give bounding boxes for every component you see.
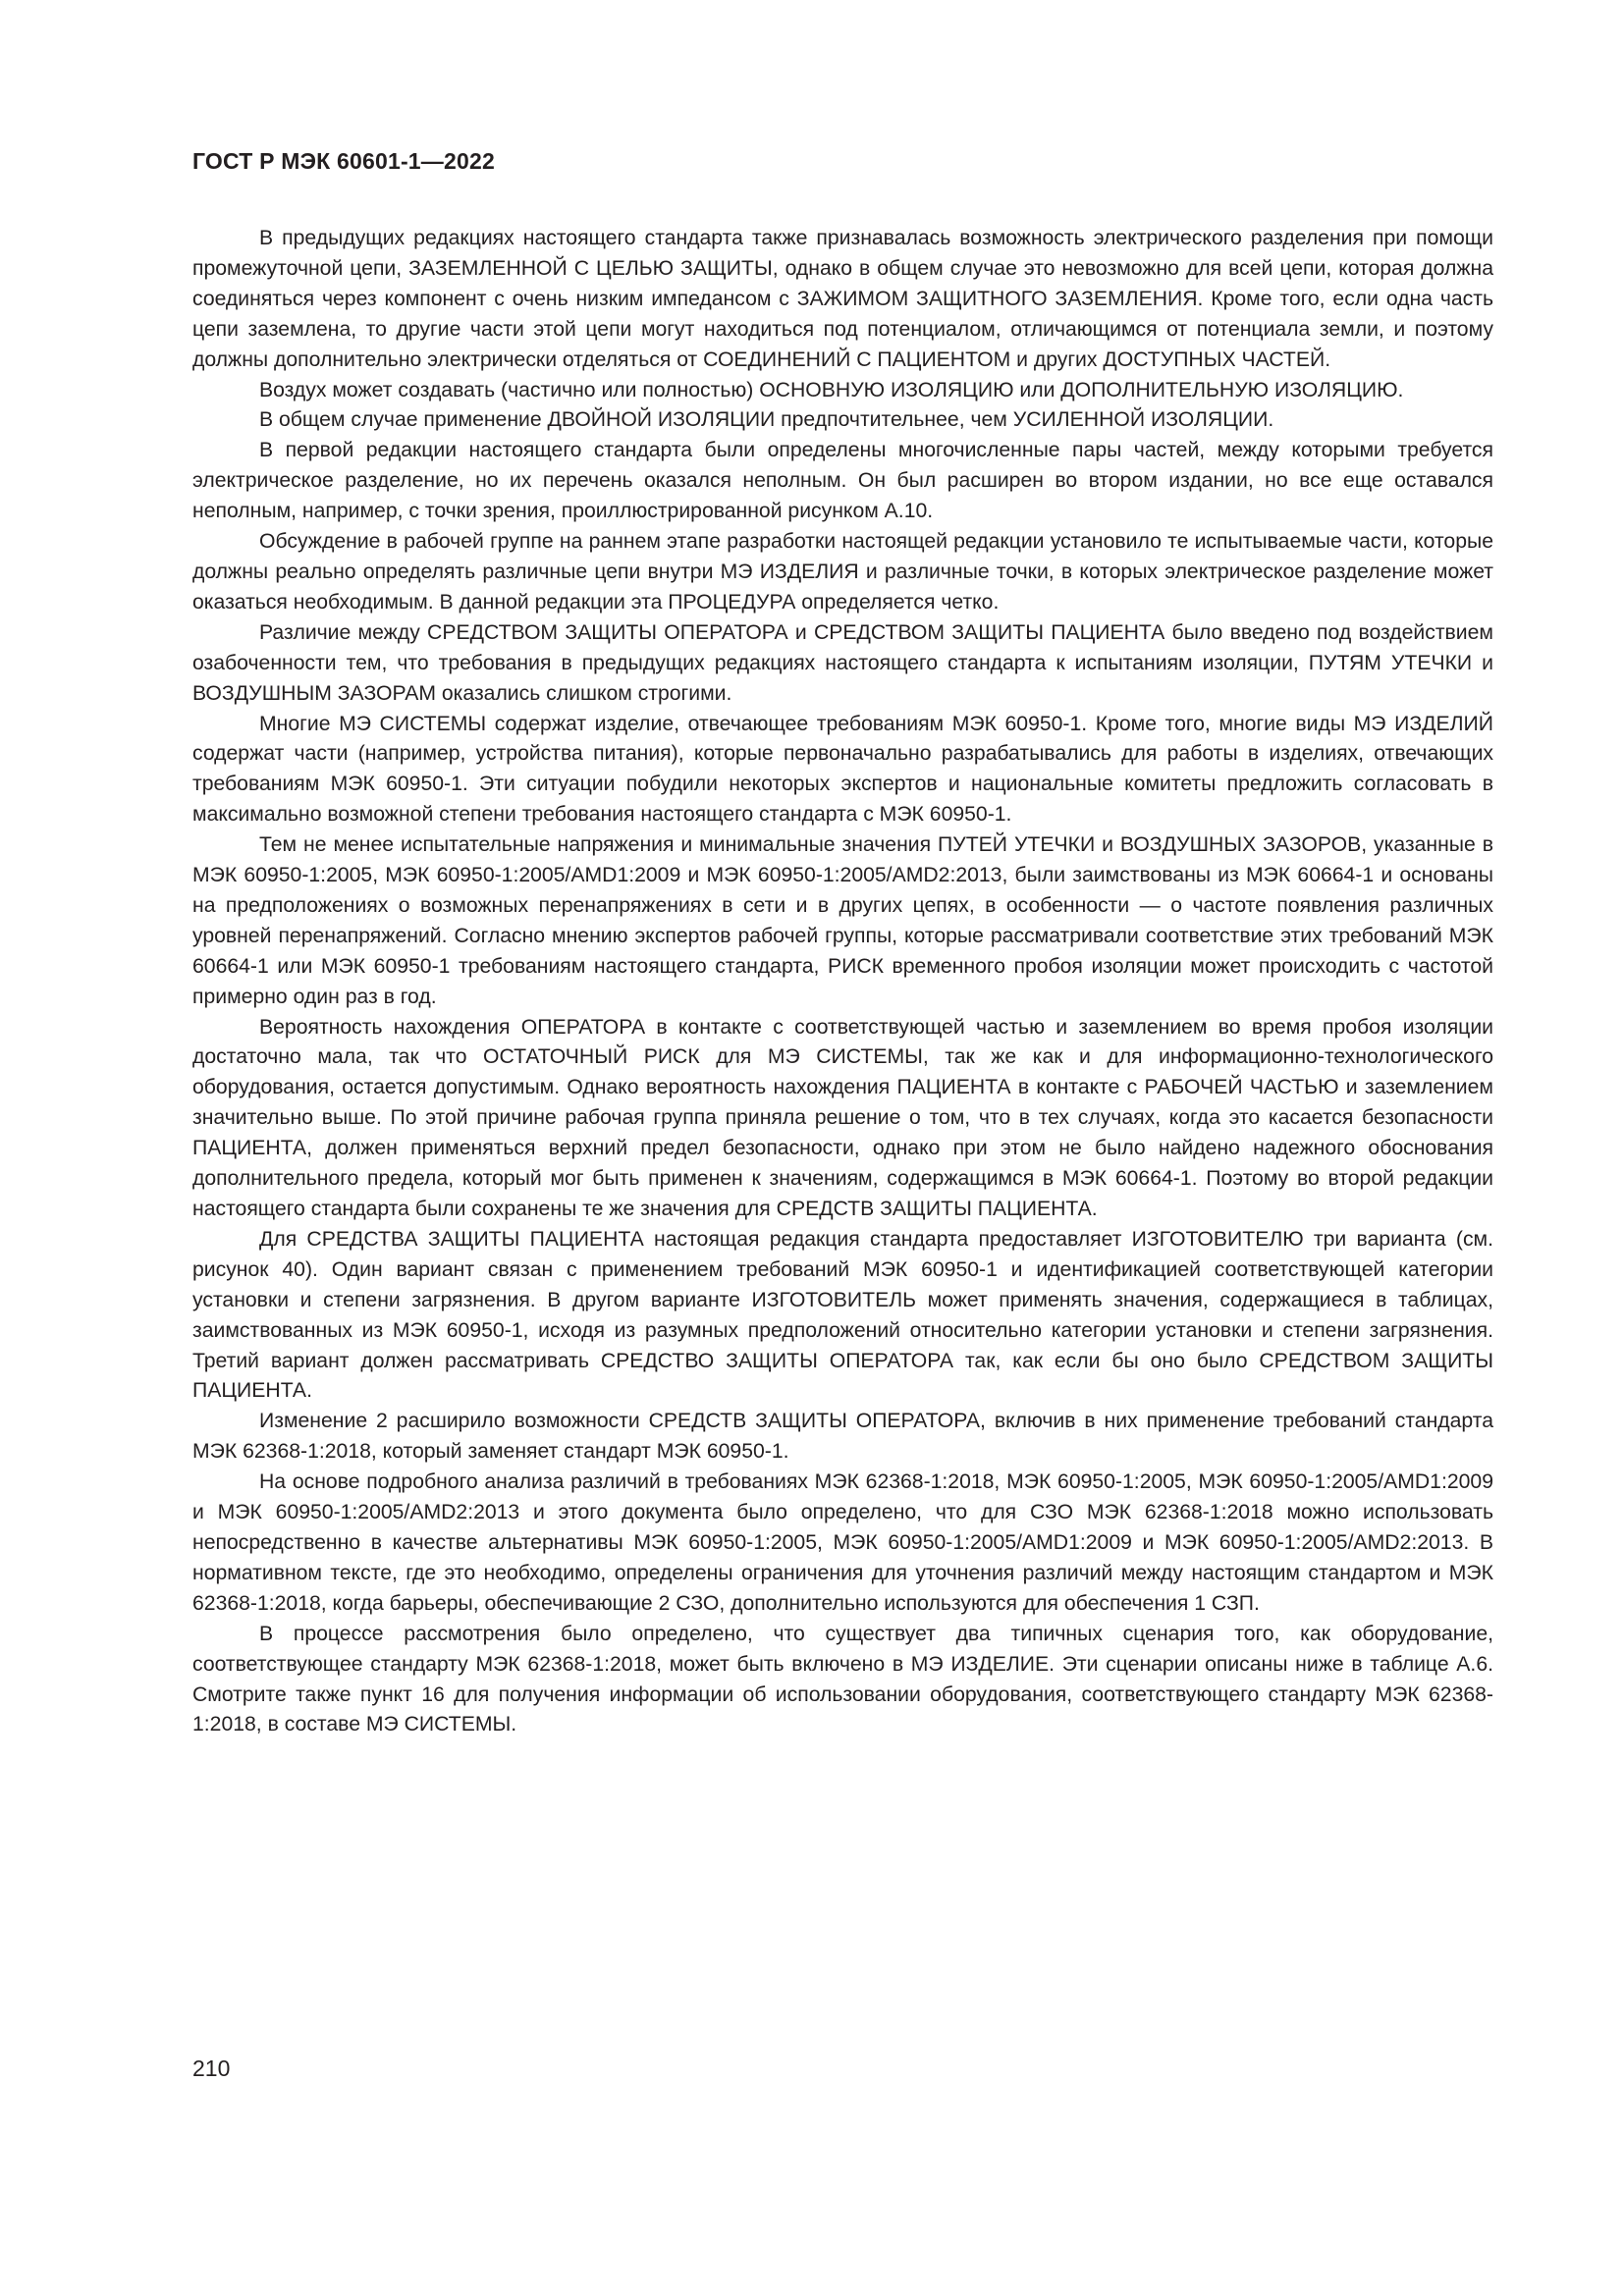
paragraph: В процессе рассмотрения было определено, что существует два типичных сценария того, как оборудование, соответствующее стандарту МЭК 62368-1:2018, может быть включено в МЭ ИЗДЕЛИЕ. Эти сценарии описаны ниже в таблице А.6. Смотрите также пункт 16 для получения информации об использовании оборудования, соответствующего стандарту МЭК 62368-1:2018, в составе МЭ СИСТЕМЫ.: [192, 1622, 1493, 1736]
document-body: [192, 224, 1493, 1740]
document-header: ГОСТ Р МЭК 60601-1—2022: [192, 148, 495, 174]
paragraph: В первой редакции настоящего стандарта были определены многочисленные пары частей, между которыми требуется электрическое разделение, но их перечень оказался неполным. Он был расширен во втором издании, но все еще оставался неполным, например, с точки зрения, проиллюстрированной рисунком А.10.: [192, 439, 1493, 523]
paragraph: Тем не менее испытательные напряжения и минимальные значения ПУТЕЙ УТЕЧКИ и ВОЗДУШНЫХ ЗАЗОРОВ, указанные в МЭК 60950-1:2005, МЭК 60950-1:2005/AMD1:2009 и МЭК 60950-1:2005/AMD2:2013, были заимствованы из МЭК 60664-1 и основаны на предположениях о возможных перенапряжениях в сети и в других цепях, в особенности — о частоте появления различных уровней перенапряжений. Согласно мнению экспертов рабочей группы, которые рассматривали соответствие этих требований МЭК 60664-1 или МЭК 60950-1 требованиям настоящего стандарта, РИСК временного пробоя изоляции может происходить с частотой примерно один раз в год.: [192, 833, 1493, 1008]
paragraph: Многие МЭ СИСТЕМЫ содержат изделие, отвечающее требованиям МЭК 60950-1. Кроме того, многие виды МЭ ИЗДЕЛИЙ содержат части (например, устройства питания), которые первоначально разрабатывались для работы в изделиях, отвечающих требованиям МЭК 60950-1. Эти ситуации побудили некоторых экспертов и национальные комитеты предложить согласовать в максимально возможной степени требования настоящего стандарта с МЭК 60950-1.: [192, 712, 1493, 827]
page-number: 210: [192, 2056, 231, 2081]
paragraph: Обсуждение в рабочей группе на раннем этапе разработки настоящей редакции установило те испытываемые части, которые должны реально определять различные цепи внутри МЭ ИЗДЕЛИЯ и различные точки, в которых электрическое разделение может оказаться необходимым. В данной редакции эта ПРОЦЕДУРА определяется четко.: [192, 530, 1493, 614]
paragraph: Воздух может создавать (частично или полностью) ОСНОВНУЮ ИЗОЛЯЦИЮ или ДОПОЛНИТЕЛЬНУЮ ИЗОЛЯЦИЮ.: [259, 378, 1404, 401]
paragraph: В общем случае применение ДВОЙНОЙ ИЗОЛЯЦИИ предпочтительнее, чем УСИЛЕННОЙ ИЗОЛЯЦИИ.: [259, 408, 1274, 432]
paragraph: В предыдущих редакциях настоящего стандарта также признавалась возможность электрического разделения при помощи промежуточной цепи, ЗАЗЕМЛЕННОЙ С ЦЕЛЬЮ ЗАЩИТЫ, однако в общем случае это невозможно для всей цепи, которая должна соединяться через компонент с очень низким импедансом с ЗАЖИМОМ ЗАЩИТНОГО ЗАЗЕМЛЕНИЯ. Кроме того, если одна часть цепи заземлена, то другие части этой цепи могут находиться под потенциалом, отличающимся от потенциала земли, и поэтому должны дополнительно электрически отделяться от СОЕДИНЕНИЙ С ПАЦИЕНТОМ и других ДОСТУПНЫХ ЧАСТЕЙ.: [192, 227, 1493, 371]
paragraph: Различие между СРЕДСТВОМ ЗАЩИТЫ ОПЕРАТОРА и СРЕДСТВОМ ЗАЩИТЫ ПАЦИЕНТА было введено под воздействием озабоченности тем, что требования в предыдущих редакциях настоящего стандарта к испытаниям изоляции, ПУТЯМ УТЕЧКИ и ВОЗДУШНЫМ ЗАЗОРАМ оказались слишком строгими.: [192, 620, 1493, 705]
paragraph: Вероятность нахождения ОПЕРАТОРА в контакте с соответствующей частью и заземлением во время пробоя изоляции достаточно мала, так что ОСТАТОЧНЫЙ РИСК для МЭ СИСТЕМЫ, так же как и для информационно-технологического оборудования, остается допустимым. Однако вероятность нахождения ПАЦИЕНТА в контакте с РАБОЧЕЙ ЧАСТЬЮ и заземлением значительно выше. По этой причине рабочая группа приняла решение о том, что в тех случаях, когда это касается безопасности ПАЦИЕНТА, должен применяться верхний предел безопасности, однако при этом не было найдено надежного обоснования дополнительного предела, который мог быть применен к значениям, содержащимся в МЭК 60664-1. Поэтому во второй редакции настоящего стандарта были сохранены те же значения для СРЕДСТВ ЗАЩИТЫ ПАЦИЕНТА.: [192, 1015, 1493, 1220]
paragraph: Для СРЕДСТВА ЗАЩИТЫ ПАЦИЕНТА настоящая редакция стандарта предоставляет ИЗГОТОВИТЕЛЮ три варианта (см. рисунок 40). Один вариант связан с применением требований МЭК 60950-1 и идентификацией соответствующей категории установки и степени загрязнения. В другом варианте ИЗГОТОВИТЕЛЬ может применять значения, содержащиеся в таблицах, заимствованных из МЭК 60950-1, исходя из разумных предположений относительно категории установки и степени загрязнения. Третий вариант должен рассматривать СРЕДСТВО ЗАЩИТЫ ОПЕРАТОРА так, как если бы оно было СРЕДСТВОМ ЗАЩИТЫ ПАЦИЕНТА.: [192, 1227, 1493, 1403]
paragraph: Изменение 2 расширило возможности СРЕДСТВ ЗАЩИТЫ ОПЕРАТОРА, включив в них применение требований стандарта МЭК 62368-1:2018, который заменяет стандарт МЭК 60950-1.: [192, 1410, 1493, 1464]
paragraph: На основе подробного анализа различий в требованиях МЭК 62368-1:2018, МЭК 60950-1:2005, МЭК 60950-1:2005/AMD1:2009 и МЭК 60950-1:2005/AMD2:2013 и этого документа было определено, что для СЗО МЭК 62368-1:2018 можно использовать непосредственно в качестве альтернативы МЭК 60950-1:2005, МЭК 60950-1:2005/AMD1:2009 и МЭК 60950-1:2005/AMD2:2013. В нормативном тексте, где это необходимо, определены ограничения для уточнения различий между настоящим стандартом и МЭК 62368-1:2018, когда барьеры, обеспечивающие 2 СЗО, дополнительно используются для обеспечения 1 СЗП.: [192, 1470, 1493, 1615]
